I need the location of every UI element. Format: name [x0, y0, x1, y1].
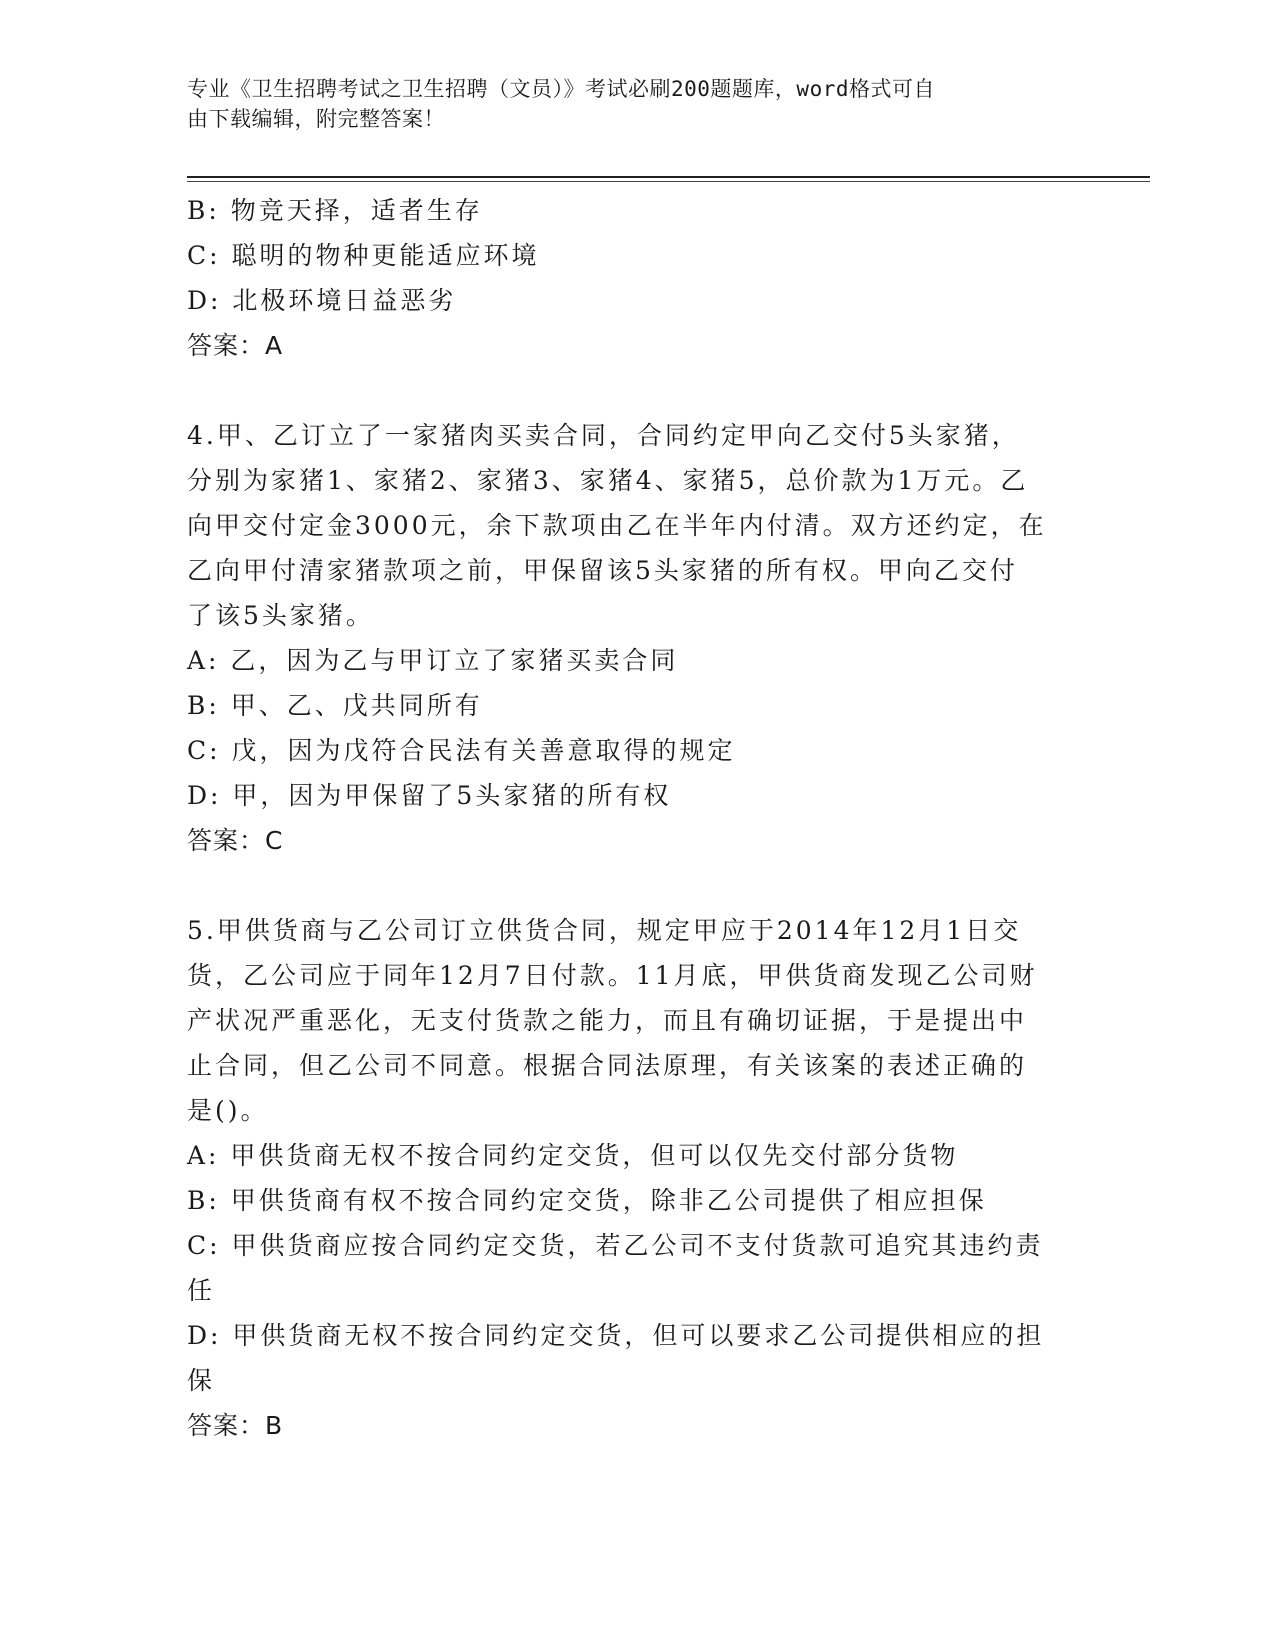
- spacer: [187, 863, 1077, 908]
- q4-option-c: C: 戊，因为戊符合民法有关善意取得的规定: [187, 736, 736, 765]
- q5-option-b: B: 甲供货商有权不按合同约定交货，除非乙公司提供了相应担保: [187, 1186, 987, 1215]
- document-header: [187, 74, 1067, 134]
- q4-stem-line: 分别为家猪1、家猪2、家猪3、家猪4、家猪5，总价款为1万元。乙: [187, 466, 1029, 495]
- question-4: [187, 413, 1077, 863]
- q4-stem-line: 4.甲、乙订立了一家猪肉买卖合同，合同约定甲向乙交付5头家猪，: [187, 421, 1020, 450]
- header-rule-thin: [187, 181, 1150, 182]
- q4-answer: 答案：C: [187, 826, 284, 855]
- q5-stem-line: 止合同，但乙公司不同意。根据合同法原理，有关该案的表述正确的: [187, 1051, 1028, 1080]
- q4-stem-line: 乙向甲付清家猪款项之前，甲保留该5头家猪的所有权。甲向乙交付: [187, 556, 1018, 585]
- q4-stem-line: 向甲交付定金3000元，余下款项由乙在半年内付清。双方还约定，在: [187, 511, 1047, 540]
- q5-option-a: A: 甲供货商无权不按合同约定交货，但可以仅先交付部分货物: [187, 1141, 959, 1170]
- q4-option-d: D: 甲，因为甲保留了5头家猪的所有权: [187, 781, 672, 810]
- q5-option-d-cont: 保: [187, 1366, 216, 1395]
- q5-answer: 答案：B: [187, 1411, 284, 1440]
- header-rule-thick: [187, 176, 1150, 178]
- question-5: [187, 908, 1077, 1448]
- question-content: [187, 188, 1077, 1448]
- header-title-line-1: 专业《卫生招聘考试之卫生招聘（文员）》考试必刷200题题库，word格式可自: [187, 77, 935, 101]
- q5-stem-line: 货，乙公司应于同年12月7日付款。11月底，甲供货商发现乙公司财: [187, 961, 1038, 990]
- q3-option-b: B: 物竞天择，适者生存: [187, 196, 483, 225]
- q3-answer: 答案：A: [187, 331, 284, 360]
- q4-option-a: A: 乙，因为乙与甲订立了家猪买卖合同: [187, 646, 679, 675]
- spacer: [187, 368, 1077, 413]
- q5-stem-line: 产状况严重恶化，无支付货款之能力，而且有确切证据，于是提出中: [187, 1006, 1028, 1035]
- q4-option-b: B: 甲、乙、戊共同所有: [187, 691, 483, 720]
- q3-option-d: D: 北极环境日益恶劣: [187, 286, 457, 315]
- q5-option-c-cont: 任: [187, 1276, 216, 1305]
- q3-option-c: C: 聪明的物种更能适应环境: [187, 241, 540, 270]
- q4-stem-line: 了该5头家猪。: [187, 601, 374, 630]
- q5-option-d: D: 甲供货商无权不按合同约定交货，但可以要求乙公司提供相应的担: [187, 1321, 1045, 1350]
- header-title-line-2: 由下载编辑，附完整答案！: [187, 107, 445, 131]
- q5-stem-line: 5.甲供货商与乙公司订立供货合同，规定甲应于2014年12月1日交: [187, 916, 1022, 945]
- q5-stem-line: 是()。: [187, 1096, 269, 1125]
- question-3-tail: [187, 188, 1077, 368]
- q5-option-c: C: 甲供货商应按合同约定交货，若乙公司不支付货款可追究其违约责: [187, 1231, 1044, 1260]
